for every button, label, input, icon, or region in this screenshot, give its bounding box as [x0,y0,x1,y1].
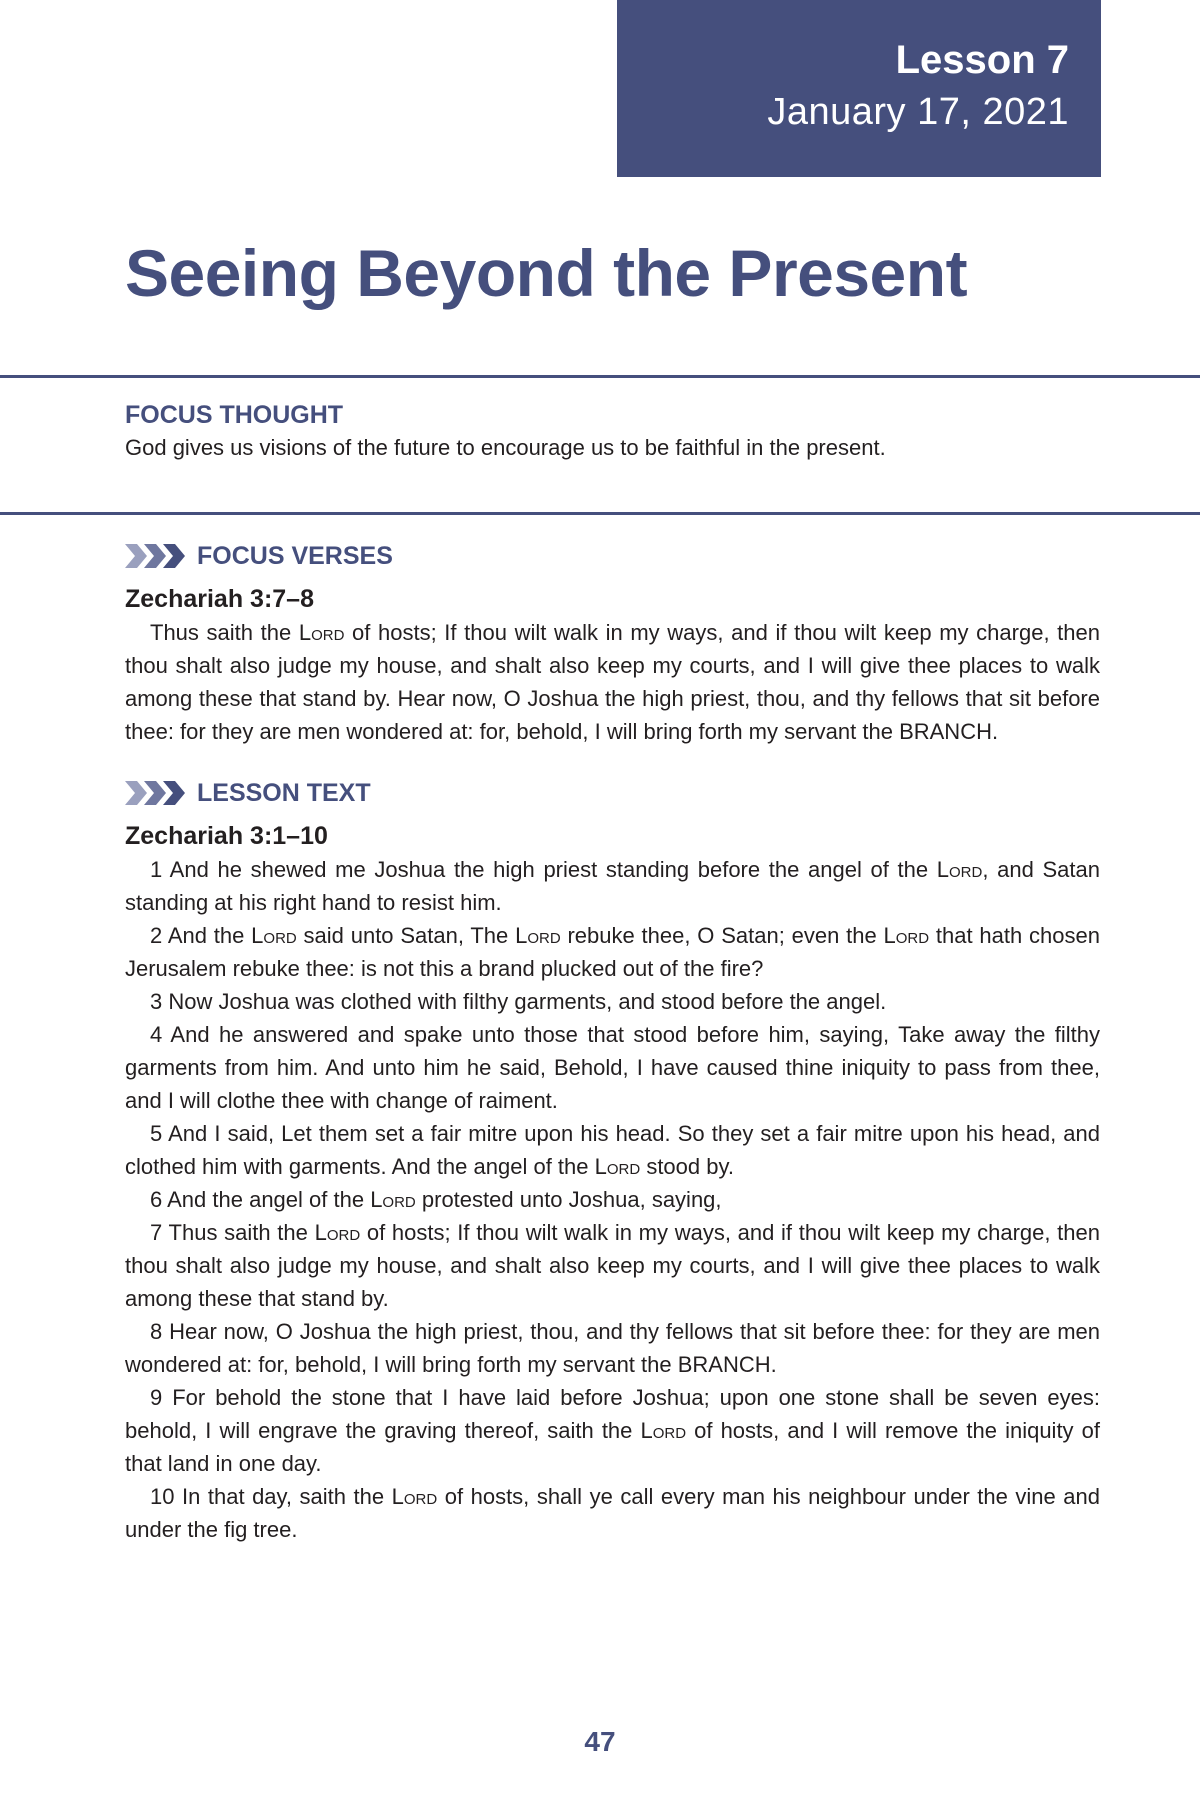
divider-top [0,375,1200,378]
verse-text: of hosts, and I will remove the iniquity of that land in one day. [125,1418,1100,1476]
focus-verses-label: FOCUS VERSES [197,541,393,570]
verse-text: 10 In that day, saith the [150,1484,392,1509]
page-number: 47 [584,1726,616,1757]
focus-verse-paragraph [125,616,1100,748]
lesson-verse [125,1117,1100,1183]
verse-text: 5 And I said, Let them set a fair mitre upon his head. So they set a fair mitre upon his head, and clothed him with garments. And the angel of the [125,1121,1100,1179]
verse-text: 7 Thus saith the [150,1220,315,1245]
lesson-verse [125,1315,1100,1381]
verse-text: 3 Now Joshua was clothed with filthy garments, and stood before the angel. [150,989,887,1014]
verse-text: of hosts; If thou wilt walk in my ways, and if thou wilt keep my charge, then thou shalt also judge my house, and shalt also keep my courts, and I will give thee places to walk among these that stand by. [125,1220,1101,1311]
lesson-header-box [617,0,1101,177]
focus-verses-body [125,616,1100,748]
lesson-text-section [125,776,1100,1546]
verse-text: rebuke thee, O Satan; even the [560,923,884,948]
verse-text: 2 And the [150,923,252,948]
divine-name: Lord [936,857,983,882]
lesson-verse [125,853,1100,919]
verse-text: stood by. [640,1154,734,1179]
verse-text: Thus saith the [150,620,299,645]
verse-text: said unto Satan, The [296,923,516,948]
divine-name: Lord [298,620,345,645]
lesson-text-header [125,776,1100,810]
lesson-verse [125,985,1100,1018]
divine-name: Lord [515,923,561,948]
verse-text: 1 And he shewed me Joshua the high priest standing before the angel of the [150,857,937,882]
page-title: Seeing Beyond the Present [125,236,968,310]
verse-text: 6 And the angel of the [150,1187,371,1212]
lesson-text-body [125,853,1100,1546]
divine-name: Lord [640,1418,687,1443]
divine-name: Lord [883,923,930,948]
divine-name: Lord [594,1154,641,1179]
verse-text: , and Satan standing at his right hand to resist him. [125,857,1100,915]
divine-name: Lord [251,923,297,948]
divine-name: Lord [391,1484,438,1509]
focus-verses-reference: Zechariah 3:7–8 [125,585,314,613]
focus-verses-section [125,539,1100,748]
lesson-verse [125,1480,1100,1546]
lesson-label: Lesson 7 [895,38,1069,82]
triple-chevron-icon [125,541,187,571]
divider-bottom [0,512,1200,515]
lesson-date: January 17, 2021 [767,91,1069,133]
verse-text: of hosts, shall ye call every man his neighbour under the vine and under the fig tree. [125,1484,1100,1542]
lesson-verse [125,919,1100,985]
lesson-verse [125,1216,1100,1315]
focus-thought-label: FOCUS THOUGHT [125,401,344,429]
verse-text: 9 For behold the stone that I have laid before Joshua; upon one stone shall be seven eyes: behold, I will engrave the graving thereof, saith the [125,1385,1100,1443]
lesson-text-label: LESSON TEXT [197,778,371,807]
verse-text: 8 Hear now, O Joshua the high priest, thou, and thy fellows that sit before thee: for they are men wondered at: for, behold, I will bring forth my servant the BRANCH. [125,1319,1100,1377]
lesson-verse [125,1183,1100,1216]
divine-name: Lord [314,1220,361,1245]
verse-text: of hosts; If thou wilt walk in my ways, and if thou wilt keep my charge, then thou shalt also judge my house, and shalt also keep my courts, and I will give thee places to walk among these that stand by. Hear now, O Joshua the high priest, thou, and thy fellows that sit before thee: for they are men wondered at: for, behold, I will bring forth my servant the BRANCH. [125,620,1100,744]
lesson-verse [125,1018,1100,1117]
divine-name: Lord [370,1187,416,1212]
verse-text: protested unto Joshua, saying, [415,1187,722,1212]
lesson-text-reference: Zechariah 3:1–10 [125,822,328,850]
lesson-verse [125,1381,1100,1480]
focus-thought-text: God gives us visions of the future to encourage us to be faithful in the present. [125,435,886,460]
triple-chevron-icon [125,778,187,808]
verse-text: that hath chosen Jerusalem rebuke thee: is not this a brand plucked out of the fire? [125,923,1100,981]
focus-thought [125,398,1100,464]
verse-text: 4 And he answered and spake unto those that stood before him, saying, Take away the filthy garments from him. And unto him he said, Behold, I have caused thine iniquity to pass from thee, and I will clothe thee with change of raiment. [125,1022,1100,1113]
focus-verses-header [125,539,1100,573]
